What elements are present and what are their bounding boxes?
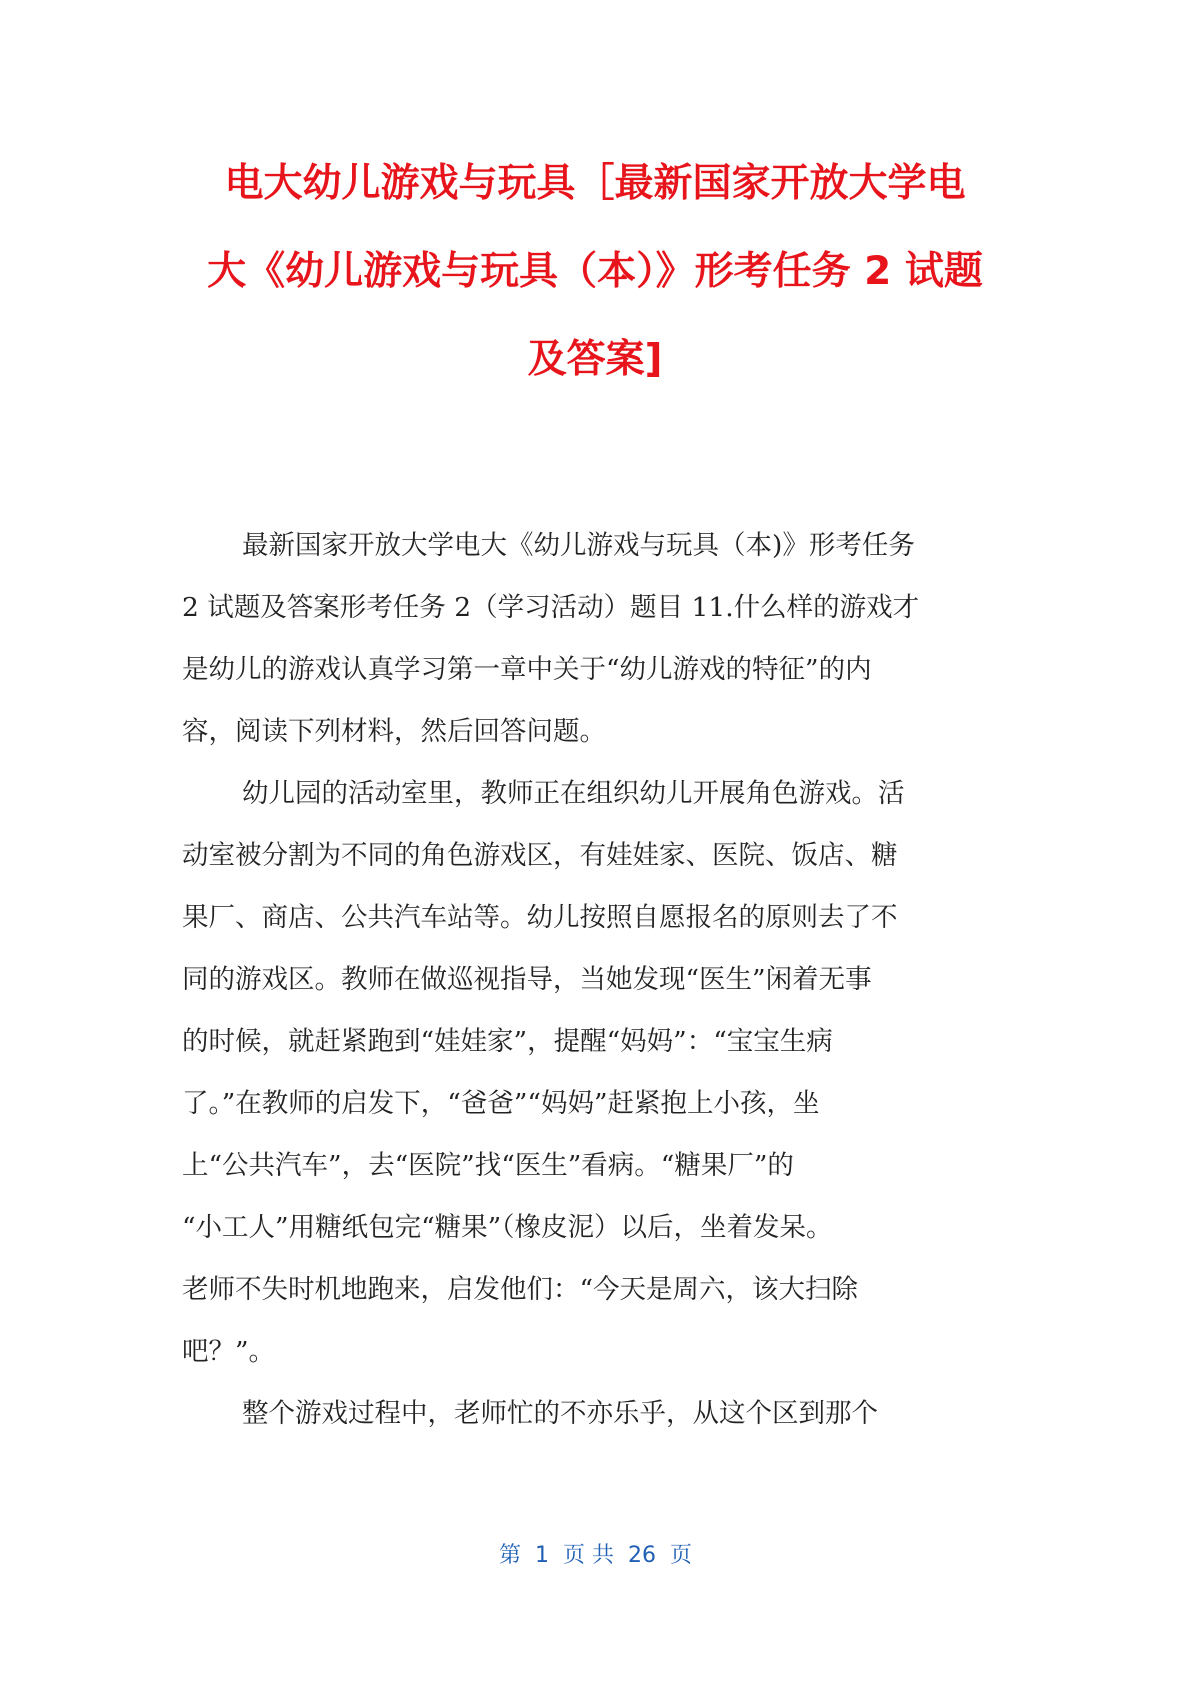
body-line: 最新国家开放大学电大《幼儿游戏与玩具（本)》形考任务 bbox=[242, 530, 915, 561]
body-line: 果厂、商店、公共汽车站等。幼儿按照自愿报名的原则去了不 bbox=[182, 902, 898, 933]
body-line: “小工人”用糖纸包完“糖果”（橡皮泥）以后，坐着发呆。 bbox=[182, 1212, 833, 1243]
body-line: 老师不失时机地跑来，启发他们：“今天是周六，该大扫除 bbox=[182, 1274, 859, 1305]
body-line: 是幼儿的游戏认真学习第一章中关于“幼儿游戏的特征”的内 bbox=[182, 654, 872, 685]
title-line-1: 电大幼儿游戏与玩具［最新国家开放大学电 bbox=[224, 161, 966, 206]
body-line: 幼儿园的活动室里，教师正在组织幼儿开展角色游戏。活 bbox=[242, 778, 905, 809]
body-line: 吧？”。 bbox=[182, 1336, 276, 1367]
document-body bbox=[182, 515, 1012, 1445]
body-line: 整个游戏过程中，老师忙的不亦乐乎，从这个区到那个 bbox=[242, 1398, 878, 1429]
body-line: 上“公共汽车”，去“医院”找“医生”看病。“糖果厂”的 bbox=[182, 1150, 794, 1181]
document-title bbox=[170, 140, 1020, 404]
paragraph-2 bbox=[182, 763, 1012, 1383]
body-line: 的时候，就赶紧跑到“娃娃家”，提醒“妈妈”：“宝宝生病 bbox=[182, 1026, 833, 1057]
body-line: 容，阅读下列材料，然后回答问题。 bbox=[182, 716, 606, 747]
body-line: 动室被分割为不同的角色游戏区，有娃娃家、医院、饭店、糖 bbox=[182, 840, 898, 871]
paragraph-3 bbox=[182, 1383, 1012, 1445]
body-line: 了。”在教师的启发下，“爸爸”“妈妈”赶紧抱上小孩，坐 bbox=[182, 1088, 820, 1119]
title-line-3: 及答案] bbox=[527, 337, 663, 382]
body-line: 同的游戏区。教师在做巡视指导，当她发现“医生”闲着无事 bbox=[182, 964, 872, 995]
paragraph-1 bbox=[182, 515, 1012, 763]
page-footer: 第 1 页 共 26 页 bbox=[499, 1543, 692, 1568]
body-line: 2 试题及答案形考任务 2（学习活动）题目 11.什么样的游戏才 bbox=[182, 592, 920, 623]
title-line-2: 大《幼儿游戏与玩具（本）》形考任务 2 试题 bbox=[207, 249, 983, 294]
